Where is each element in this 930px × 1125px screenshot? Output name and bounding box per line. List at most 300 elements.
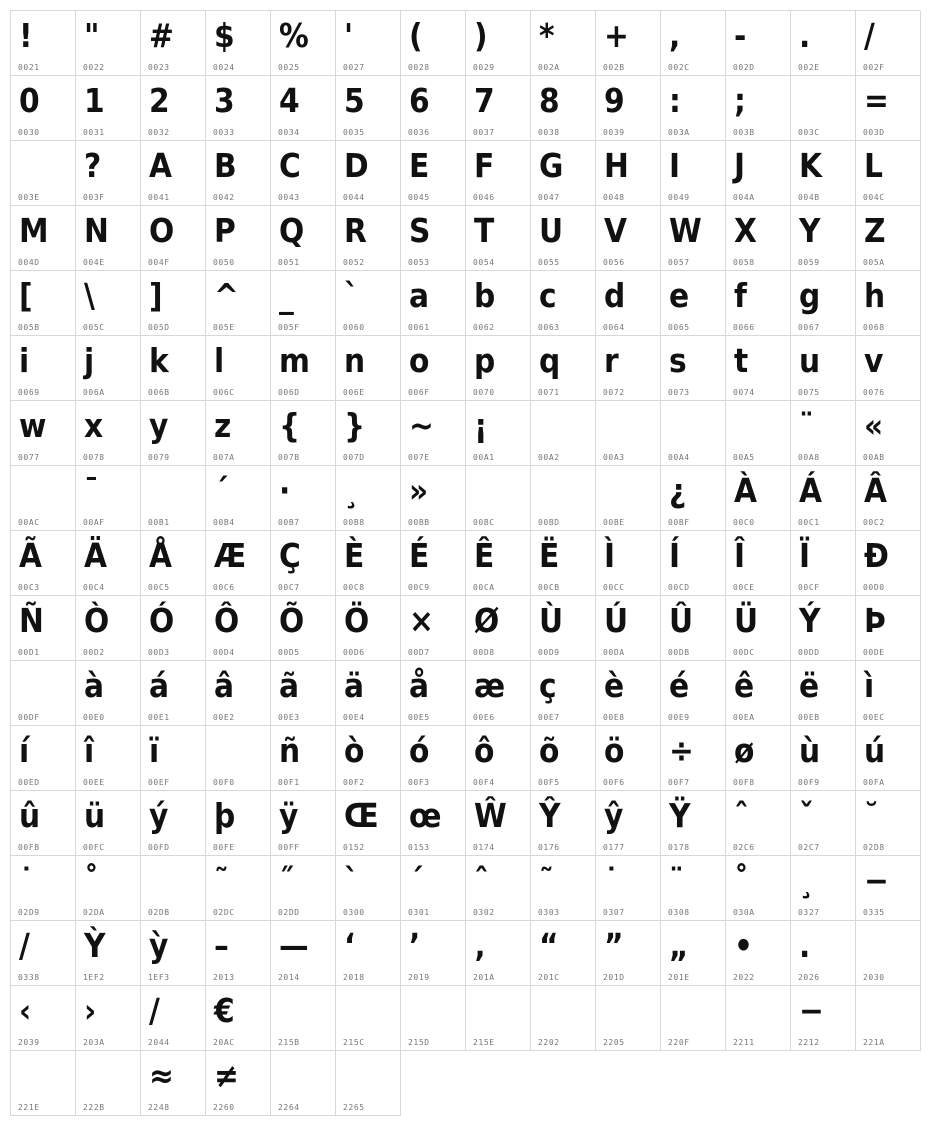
glyph-char: ê <box>734 666 755 705</box>
glyph-codepoint: 0045 <box>408 193 430 202</box>
glyph-codepoint: 002A <box>538 63 560 72</box>
glyph-cell <box>726 466 791 531</box>
glyph-codepoint: 00CA <box>473 583 495 592</box>
glyph-codepoint: 221E <box>18 1103 40 1112</box>
glyph-char: ' <box>344 16 354 55</box>
glyph-char: # <box>149 16 174 55</box>
glyph-char: R <box>344 211 367 250</box>
glyph-cell <box>206 1051 271 1116</box>
glyph-char: Ê <box>474 536 495 575</box>
glyph-codepoint: 0038 <box>538 128 560 137</box>
glyph-codepoint: 006C <box>213 388 235 397</box>
glyph-cell <box>401 206 466 271</box>
glyph-codepoint: 00BE <box>603 518 625 527</box>
glyph-codepoint: 00D7 <box>408 648 430 657</box>
glyph-codepoint: 007B <box>278 453 300 462</box>
glyph-codepoint: 00C9 <box>408 583 430 592</box>
glyph-cell <box>856 531 921 596</box>
glyph-char: ≠ <box>214 1056 239 1095</box>
glyph-cell <box>141 791 206 856</box>
glyph-codepoint: 0057 <box>668 258 690 267</box>
glyph-codepoint: 0027 <box>343 63 365 72</box>
glyph-char: Å <box>149 536 172 575</box>
glyph-codepoint: 002E <box>798 63 820 72</box>
glyph-codepoint: 00EA <box>733 713 755 722</box>
glyph-codepoint: 00EB <box>798 713 820 722</box>
glyph-cell <box>76 791 141 856</box>
glyph-codepoint: 00D9 <box>538 648 560 657</box>
glyph-char: V <box>604 211 627 250</box>
glyph-codepoint: 0153 <box>408 843 430 852</box>
glyph-codepoint: 00BF <box>668 518 690 527</box>
glyph-codepoint: 00F4 <box>473 778 495 787</box>
glyph-codepoint: 0059 <box>798 258 820 267</box>
glyph-char: r <box>604 341 619 380</box>
glyph-cell <box>531 141 596 206</box>
glyph-cell <box>596 76 661 141</box>
glyph-char: È <box>344 536 365 575</box>
glyph-char: à <box>84 666 105 705</box>
glyph-cell <box>141 1051 206 1116</box>
glyph-cell <box>661 921 726 986</box>
glyph-char: i <box>19 341 30 380</box>
glyph-cell <box>141 856 206 921</box>
glyph-char: M <box>19 211 49 250</box>
glyph-cell <box>726 726 791 791</box>
glyph-char: K <box>799 146 823 185</box>
glyph-codepoint: 00CC <box>603 583 625 592</box>
glyph-codepoint: 02C7 <box>798 843 820 852</box>
glyph-char: , <box>669 16 681 55</box>
glyph-char: Û <box>669 601 694 640</box>
glyph-codepoint: 00F2 <box>343 778 365 787</box>
glyph-codepoint: 0055 <box>538 258 560 267</box>
glyph-char: C <box>279 146 301 185</box>
glyph-cell <box>76 466 141 531</box>
glyph-char: ˜ <box>214 861 229 900</box>
glyph-cell <box>791 206 856 271</box>
glyph-char: O <box>149 211 175 250</box>
glyph-codepoint: 002B <box>603 63 625 72</box>
glyph-char: A <box>149 146 172 185</box>
glyph-char: 6 <box>409 81 430 120</box>
glyph-char: k <box>149 341 169 380</box>
glyph-cell <box>76 596 141 661</box>
glyph-codepoint: 00FC <box>83 843 105 852</box>
glyph-char: Ù <box>539 601 564 640</box>
glyph-cell <box>531 921 596 986</box>
glyph-char: Â <box>864 471 887 510</box>
glyph-char: U <box>539 211 564 250</box>
glyph-cell <box>596 466 661 531</box>
glyph-cell <box>466 11 531 76</box>
glyph-cell <box>531 76 596 141</box>
glyph-cell <box>141 401 206 466</box>
glyph-cell <box>791 401 856 466</box>
glyph-codepoint: 00A1 <box>473 453 495 462</box>
glyph-cell <box>206 11 271 76</box>
glyph-char: × <box>409 601 434 640</box>
glyph-cell <box>76 336 141 401</box>
glyph-cell <box>336 11 401 76</box>
glyph-cell <box>401 76 466 141</box>
glyph-cell <box>271 206 336 271</box>
glyph-char: B <box>214 146 237 185</box>
glyph-char: Æ <box>214 536 247 575</box>
glyph-codepoint: 00ED <box>18 778 40 787</box>
glyph-char: ¸ <box>344 471 359 510</box>
glyph-codepoint: 0053 <box>408 258 430 267</box>
glyph-codepoint: 030A <box>733 908 755 917</box>
glyph-cell <box>206 661 271 726</box>
glyph-cell <box>596 206 661 271</box>
glyph-codepoint: 2014 <box>278 973 300 982</box>
glyph-char: ˇ <box>799 796 814 835</box>
glyph-cell <box>76 141 141 206</box>
glyph-char: ø <box>734 731 755 770</box>
glyph-char: › <box>84 991 97 1030</box>
glyph-char: ˘ <box>864 796 879 835</box>
glyph-codepoint: 00B7 <box>278 518 300 527</box>
glyph-cell <box>401 11 466 76</box>
glyph-cell <box>466 856 531 921</box>
glyph-codepoint: 02C6 <box>733 843 755 852</box>
glyph-codepoint: 00C8 <box>343 583 365 592</box>
glyph-codepoint: 003D <box>863 128 885 137</box>
glyph-codepoint: 02DD <box>278 908 300 917</box>
glyph-char: é <box>669 666 690 705</box>
glyph-codepoint: 00A2 <box>538 453 560 462</box>
glyph-codepoint: 00E4 <box>343 713 365 722</box>
glyph-codepoint: 0050 <box>213 258 235 267</box>
glyph-codepoint: 007A <box>213 453 235 462</box>
glyph-cell <box>271 141 336 206</box>
glyph-codepoint: 0054 <box>473 258 495 267</box>
glyph-codepoint: 00DD <box>798 648 820 657</box>
glyph-codepoint: 002F <box>863 63 885 72</box>
glyph-char: d <box>604 276 626 315</box>
glyph-char: 7 <box>474 81 495 120</box>
glyph-cell <box>531 401 596 466</box>
glyph-codepoint: 0327 <box>798 908 820 917</box>
glyph-cell <box>206 206 271 271</box>
glyph-cell <box>206 986 271 1051</box>
glyph-char: î <box>84 731 95 770</box>
glyph-char: m <box>279 341 310 380</box>
glyph-codepoint: 00A4 <box>668 453 690 462</box>
glyph-cell <box>271 921 336 986</box>
glyph-cell <box>856 661 921 726</box>
glyph-char: À <box>734 471 757 510</box>
glyph-codepoint: 2265 <box>343 1103 365 1112</box>
glyph-codepoint: 215D <box>408 1038 430 1047</box>
glyph-codepoint: 215C <box>343 1038 365 1047</box>
glyph-codepoint: 00E7 <box>538 713 560 722</box>
glyph-cell <box>11 791 76 856</box>
glyph-cell <box>11 271 76 336</box>
glyph-cell <box>856 466 921 531</box>
glyph-char: Ý <box>799 601 821 640</box>
glyph-codepoint: 0023 <box>148 63 170 72</box>
glyph-cell <box>726 791 791 856</box>
glyph-char: » <box>409 471 429 510</box>
glyph-codepoint: 0178 <box>668 843 690 852</box>
glyph-cell <box>466 921 531 986</box>
glyph-codepoint: 215B <box>278 1038 300 1047</box>
glyph-codepoint: 02D8 <box>863 843 885 852</box>
glyph-cell <box>531 661 596 726</box>
glyph-codepoint: 00CE <box>733 583 755 592</box>
glyph-codepoint: 222B <box>83 1103 105 1112</box>
glyph-char: x <box>84 406 104 445</box>
glyph-codepoint: 00F3 <box>408 778 430 787</box>
glyph-cell <box>76 986 141 1051</box>
glyph-codepoint: 00FD <box>148 843 170 852</box>
glyph-codepoint: 0044 <box>343 193 365 202</box>
glyph-cell <box>141 271 206 336</box>
glyph-cell <box>791 141 856 206</box>
glyph-codepoint: 00D3 <box>148 648 170 657</box>
glyph-codepoint: 00B8 <box>343 518 365 527</box>
glyph-codepoint: 0030 <box>18 128 40 137</box>
glyph-cell <box>206 531 271 596</box>
glyph-char: “ <box>539 926 559 965</box>
glyph-cell <box>11 596 76 661</box>
glyph-char: Ŵ <box>474 796 507 835</box>
glyph-char: w <box>19 406 47 445</box>
glyph-cell <box>661 791 726 856</box>
glyph-char: Ì <box>604 536 616 575</box>
glyph-codepoint: 004D <box>18 258 40 267</box>
glyph-cell <box>271 271 336 336</box>
glyph-codepoint: 215E <box>473 1038 495 1047</box>
glyph-cell <box>726 206 791 271</box>
glyph-char: ˜ <box>539 861 554 900</box>
glyph-char: Y <box>799 211 821 250</box>
glyph-char: \ <box>84 276 95 315</box>
glyph-codepoint: 2039 <box>18 1038 40 1047</box>
glyph-cell <box>531 336 596 401</box>
glyph-codepoint: 0064 <box>603 323 625 332</box>
glyph-char: Ỳ <box>84 926 106 965</box>
glyph-codepoint: 2030 <box>863 973 885 982</box>
glyph-cell <box>596 791 661 856</box>
glyph-char: — <box>279 926 309 965</box>
glyph-cell <box>271 791 336 856</box>
glyph-char: h <box>864 276 886 315</box>
glyph-codepoint: 00DF <box>18 713 40 722</box>
glyph-codepoint: 007E <box>408 453 430 462</box>
glyph-cell <box>596 11 661 76</box>
glyph-char: o <box>409 341 430 380</box>
glyph-codepoint: 00E5 <box>408 713 430 722</box>
glyph-cell <box>856 401 921 466</box>
glyph-cell <box>271 401 336 466</box>
glyph-cell <box>531 791 596 856</box>
glyph-codepoint: 003F <box>83 193 105 202</box>
glyph-codepoint: 1EF3 <box>148 973 170 982</box>
glyph-char: Q <box>279 211 305 250</box>
glyph-codepoint: 02DA <box>83 908 105 917</box>
glyph-cell <box>401 921 466 986</box>
glyph-codepoint: 00E1 <box>148 713 170 722</box>
glyph-cell <box>661 271 726 336</box>
glyph-cell <box>141 726 206 791</box>
glyph-cell <box>596 986 661 1051</box>
glyph-codepoint: 0043 <box>278 193 300 202</box>
glyph-cell <box>11 401 76 466</box>
glyph-codepoint: 0042 <box>213 193 235 202</box>
glyph-cell <box>596 661 661 726</box>
glyph-char: ô <box>474 731 495 770</box>
glyph-char: ^ <box>214 276 239 315</box>
glyph-char: Ë <box>539 536 560 575</box>
glyph-char: ` <box>344 861 359 900</box>
glyph-cell <box>271 986 336 1051</box>
glyph-char: ? <box>84 146 102 185</box>
glyph-codepoint: 0062 <box>473 323 495 332</box>
glyph-cell <box>791 531 856 596</box>
glyph-cell <box>791 791 856 856</box>
glyph-codepoint: 00D8 <box>473 648 495 657</box>
glyph-char: ¨ <box>799 406 814 445</box>
glyph-codepoint: 0177 <box>603 843 625 852</box>
glyph-char: á <box>149 666 170 705</box>
glyph-cell <box>11 1051 76 1116</box>
glyph-codepoint: 0071 <box>538 388 560 397</box>
glyph-cell <box>11 986 76 1051</box>
glyph-codepoint: 0024 <box>213 63 235 72</box>
glyph-codepoint: 0070 <box>473 388 495 397</box>
glyph-char: v <box>864 341 884 380</box>
glyph-char: / <box>19 926 30 965</box>
glyph-char: L <box>864 146 883 185</box>
glyph-codepoint: 0308 <box>668 908 690 917</box>
glyph-cell <box>856 986 921 1051</box>
glyph-cell <box>401 271 466 336</box>
glyph-char: $ <box>214 16 235 55</box>
glyph-char: 3 <box>214 81 235 120</box>
glyph-cell <box>856 271 921 336</box>
glyph-codepoint: 00D6 <box>343 648 365 657</box>
glyph-cell <box>596 921 661 986</box>
glyph-char: Õ <box>279 601 305 640</box>
glyph-cell <box>661 11 726 76</box>
glyph-char: å <box>409 666 430 705</box>
glyph-codepoint: 0068 <box>863 323 885 332</box>
glyph-codepoint: 0046 <box>473 193 495 202</box>
glyph-char: ü <box>84 796 106 835</box>
glyph-char: í <box>19 731 30 770</box>
glyph-char: 9 <box>604 81 625 120</box>
glyph-cell <box>141 596 206 661</box>
glyph-cell <box>141 11 206 76</box>
glyph-cell <box>466 726 531 791</box>
glyph-codepoint: 00BD <box>538 518 560 527</box>
glyph-char: • <box>734 926 753 965</box>
glyph-cell <box>661 856 726 921</box>
glyph-cell <box>336 141 401 206</box>
glyph-codepoint: 003A <box>668 128 690 137</box>
glyph-cell <box>661 726 726 791</box>
glyph-cell <box>596 141 661 206</box>
glyph-cell <box>271 596 336 661</box>
glyph-codepoint: 00E9 <box>668 713 690 722</box>
glyph-char: ≈ <box>149 1056 174 1095</box>
glyph-codepoint: 02D9 <box>18 908 40 917</box>
glyph-char: ‹ <box>19 991 32 1030</box>
glyph-cell <box>791 336 856 401</box>
glyph-char: œ <box>409 796 442 835</box>
glyph-char: ˙ <box>604 861 619 900</box>
glyph-codepoint: 0056 <box>603 258 625 267</box>
glyph-codepoint: 005E <box>213 323 235 332</box>
glyph-cell <box>596 596 661 661</box>
glyph-char: c <box>539 276 557 315</box>
glyph-char: Œ <box>344 796 379 835</box>
glyph-char: 5 <box>344 81 365 120</box>
glyph-codepoint: 2260 <box>213 1103 235 1112</box>
glyph-char: ¿ <box>669 471 687 510</box>
glyph-codepoint: 00CF <box>798 583 820 592</box>
glyph-cell <box>11 726 76 791</box>
glyph-codepoint: 220F <box>668 1038 690 1047</box>
glyph-char: F <box>474 146 495 185</box>
glyph-codepoint: 00C6 <box>213 583 235 592</box>
glyph-cell <box>336 596 401 661</box>
glyph-codepoint: 006E <box>343 388 365 397</box>
glyph-cell <box>726 921 791 986</box>
glyph-char: Ï <box>799 536 811 575</box>
glyph-codepoint: 0051 <box>278 258 300 267</box>
glyph-cell <box>661 531 726 596</box>
glyph-char: Ŷ <box>539 796 561 835</box>
glyph-codepoint: 0048 <box>603 193 625 202</box>
glyph-codepoint: 0037 <box>473 128 495 137</box>
glyph-char: H <box>604 146 629 185</box>
glyph-cell <box>271 336 336 401</box>
glyph-char: Ô <box>214 601 240 640</box>
glyph-codepoint: 00DE <box>863 648 885 657</box>
glyph-cell <box>76 76 141 141</box>
glyph-cell <box>791 856 856 921</box>
glyph-char: ˚ <box>84 861 99 900</box>
glyph-codepoint: 2022 <box>733 973 755 982</box>
glyph-codepoint: 201A <box>473 973 495 982</box>
glyph-codepoint: 2211 <box>733 1038 755 1047</box>
glyph-codepoint: 0031 <box>83 128 105 137</box>
glyph-char: = <box>864 81 889 120</box>
glyph-char: y <box>149 406 169 445</box>
glyph-char: Í <box>669 536 681 575</box>
glyph-char: ) <box>474 16 488 55</box>
glyph-codepoint: 00A8 <box>798 453 820 462</box>
glyph-cell <box>11 466 76 531</box>
glyph-char: t <box>734 341 749 380</box>
glyph-codepoint: 201D <box>603 973 625 982</box>
glyph-cell <box>401 986 466 1051</box>
glyph-cell <box>11 141 76 206</box>
glyph-codepoint: 005A <box>863 258 885 267</box>
glyph-codepoint: 003B <box>733 128 755 137</box>
glyph-cell <box>791 76 856 141</box>
glyph-codepoint: 00F7 <box>668 778 690 787</box>
glyph-codepoint: 00FB <box>18 843 40 852</box>
glyph-cell <box>76 856 141 921</box>
glyph-char: ¯ <box>84 471 99 510</box>
glyph-codepoint: 0060 <box>343 323 365 332</box>
glyph-codepoint: 00DB <box>668 648 690 657</box>
